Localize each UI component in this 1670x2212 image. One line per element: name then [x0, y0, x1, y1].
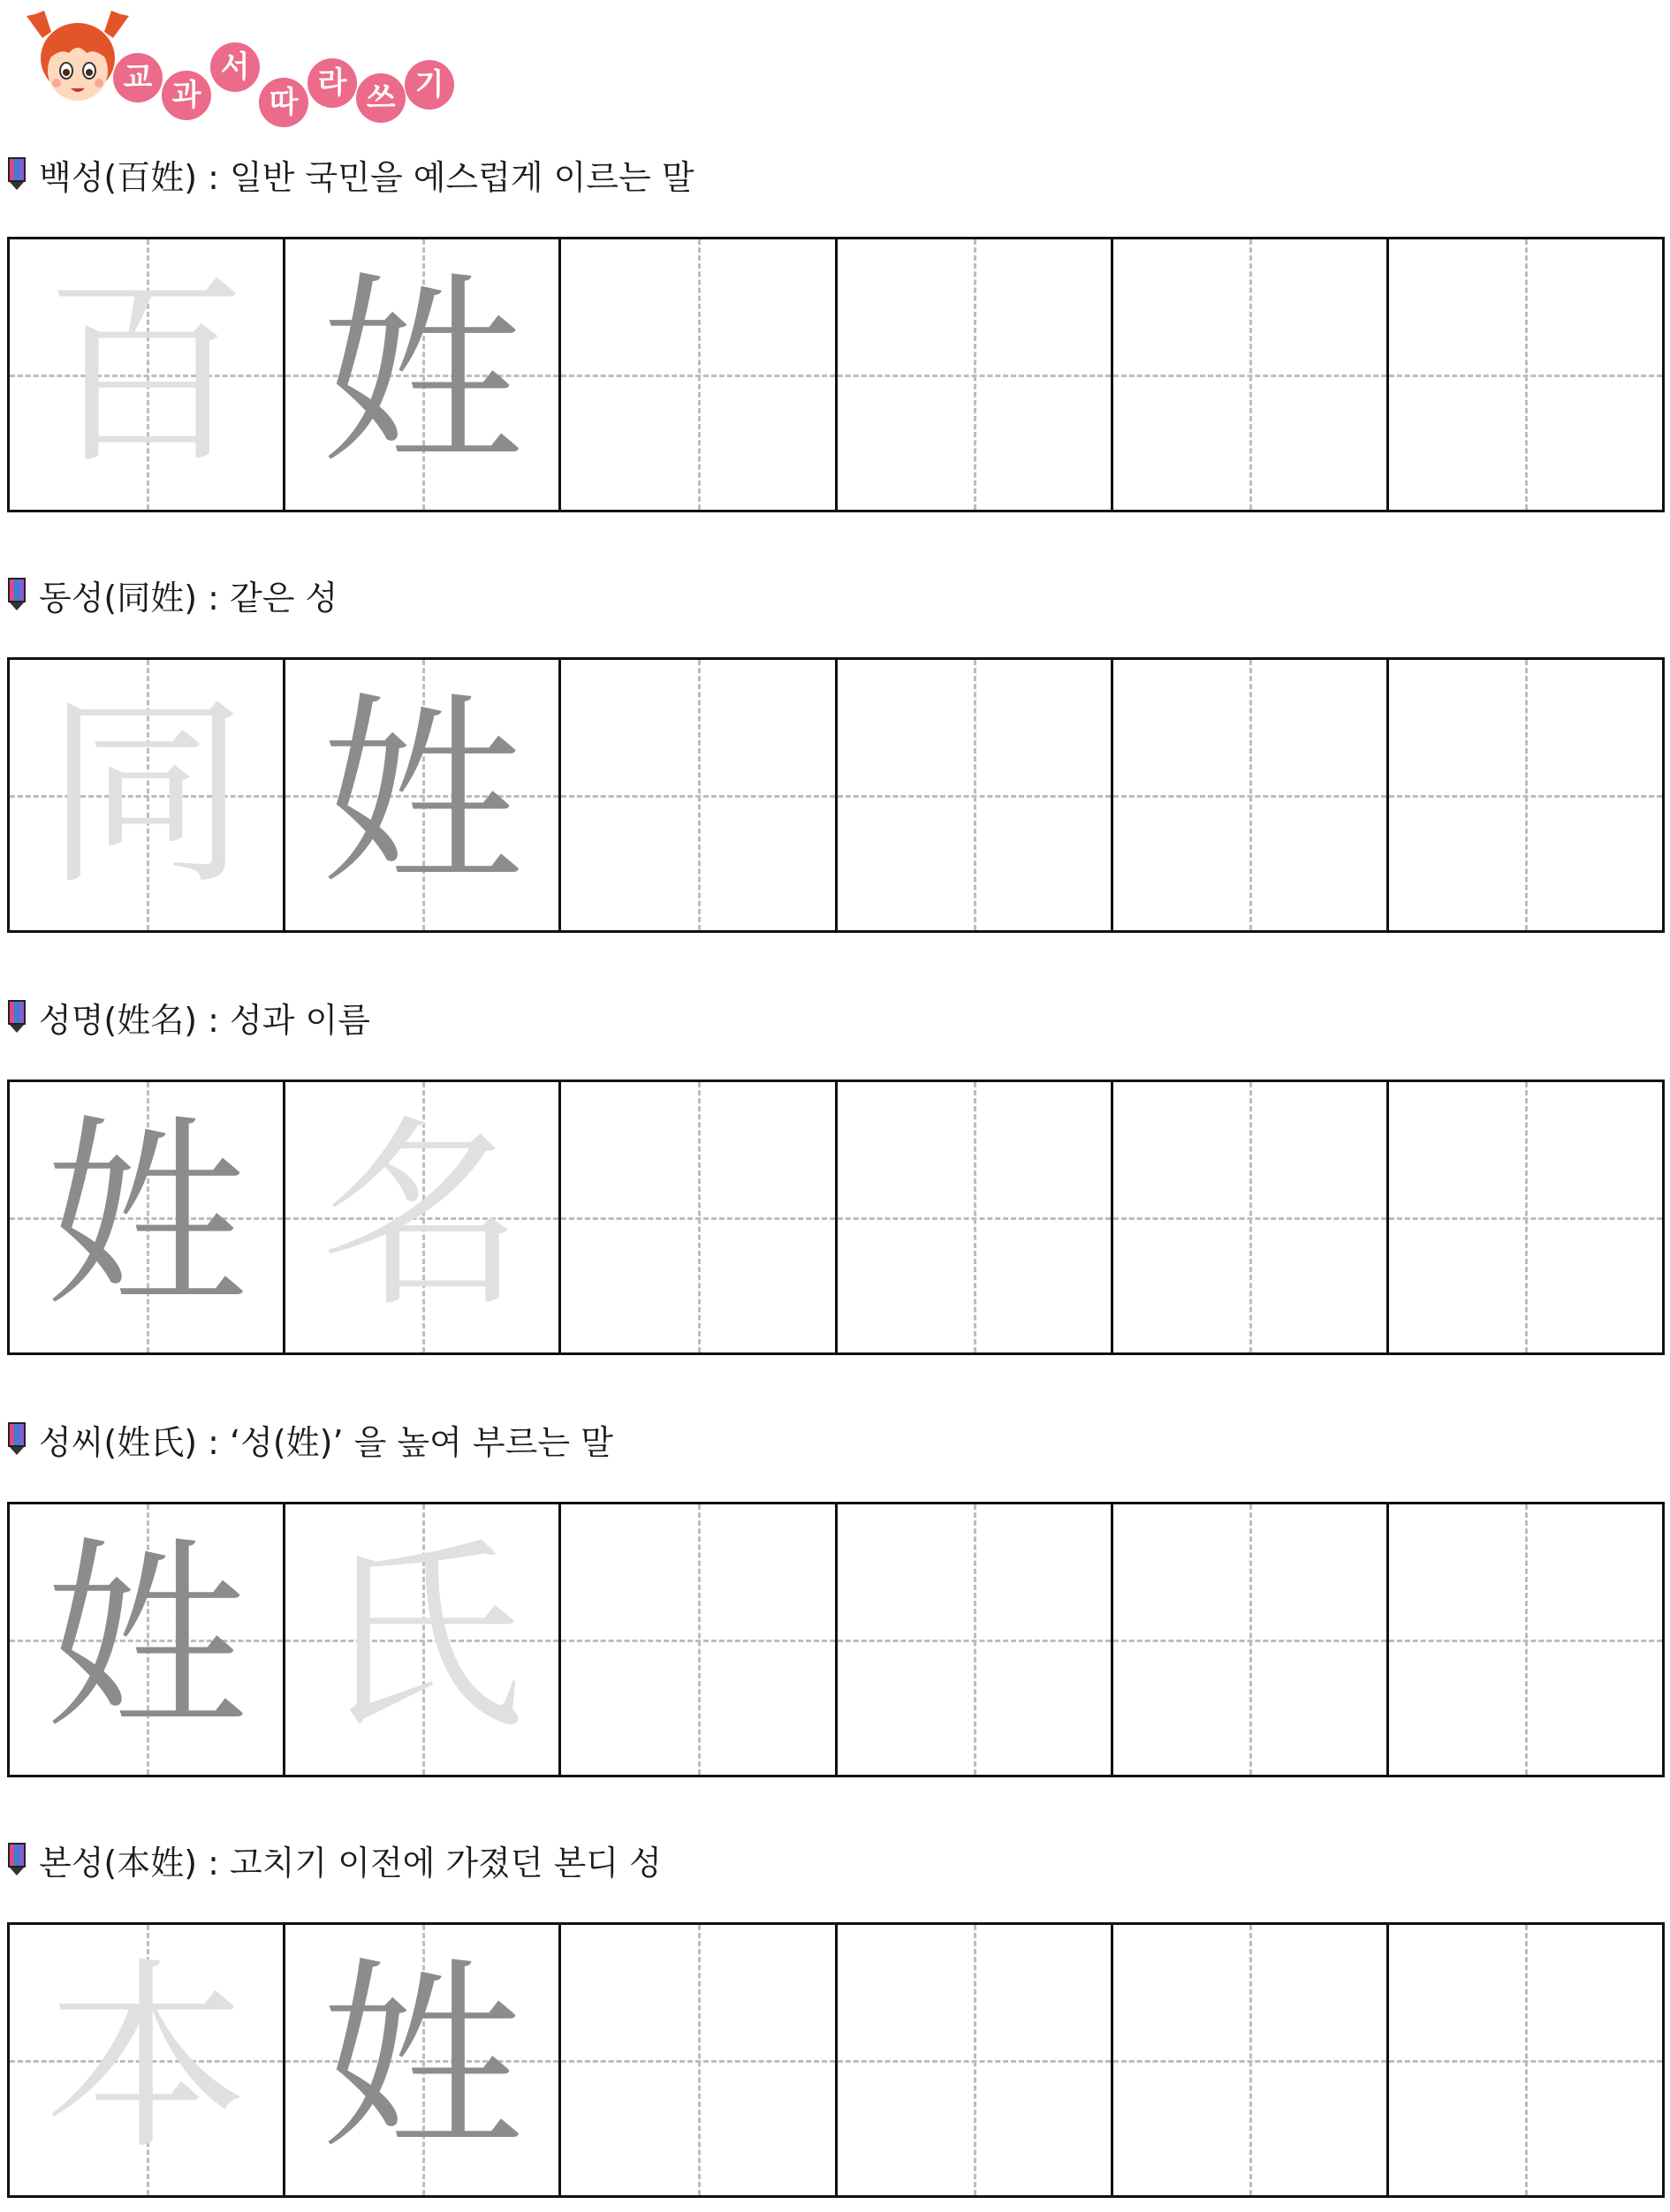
writing-grid	[7, 1502, 1665, 1777]
writing-cell[interactable]	[1113, 239, 1389, 510]
writing-cell[interactable]	[285, 1925, 561, 2195]
trace-character: 本	[44, 1942, 248, 2178]
writing-cell[interactable]	[285, 660, 561, 930]
writing-cell[interactable]	[1113, 660, 1389, 930]
pencil-icon	[7, 577, 27, 612]
guide-line-horizontal	[838, 2060, 1111, 2063]
pencil-icon	[7, 1421, 27, 1457]
guide-line-horizontal	[561, 1217, 834, 1220]
guide-line-horizontal	[1389, 1217, 1662, 1220]
word-definition-text: 성씨(姓氏) : ‘성(姓)’ 을 높여 부르는 말	[39, 1422, 613, 1462]
title-char: 과	[162, 71, 211, 120]
trace-character: 百	[44, 256, 248, 492]
guide-line-horizontal	[561, 375, 834, 377]
guide-line-horizontal	[561, 795, 834, 798]
word-definition	[7, 1417, 613, 1461]
title-char: 교	[113, 53, 163, 102]
guide-line-horizontal	[838, 1640, 1111, 1642]
word-definition	[7, 572, 338, 617]
title-char: 기	[405, 60, 454, 110]
word-definition	[7, 152, 695, 196]
writing-grid	[7, 657, 1665, 933]
practice-section	[0, 1837, 1670, 2200]
writing-cell[interactable]	[10, 1504, 285, 1775]
pencil-icon	[7, 156, 27, 192]
guide-line-horizontal	[1389, 795, 1662, 798]
model-character: 姓	[44, 1099, 248, 1335]
guide-line-horizontal	[838, 375, 1111, 377]
practice-section	[0, 1417, 1670, 1779]
title-char: 쓰	[356, 73, 406, 123]
writing-cell[interactable]	[10, 239, 285, 510]
word-definition-text: 성명(姓名) : 성과 이름	[39, 1000, 370, 1040]
writing-cell[interactable]	[1389, 1925, 1662, 2195]
practice-section	[0, 152, 1670, 514]
writing-cell[interactable]	[838, 1925, 1113, 2195]
guide-line-horizontal	[1113, 795, 1386, 798]
writing-cell[interactable]	[561, 660, 837, 930]
guide-line-horizontal	[1389, 2060, 1662, 2063]
writing-cell[interactable]	[1389, 660, 1662, 930]
trace-character: 同	[44, 677, 248, 913]
writing-cell[interactable]	[10, 1925, 285, 2195]
word-definition-text: 동성(同姓) : 같은 성	[39, 578, 338, 617]
writing-cell[interactable]	[561, 239, 837, 510]
pencil-icon	[7, 999, 27, 1034]
writing-cell[interactable]	[1113, 1925, 1389, 2195]
guide-line-horizontal	[1113, 375, 1386, 377]
writing-cell[interactable]	[1389, 239, 1662, 510]
trace-character: 名	[320, 1099, 524, 1335]
writing-grid	[7, 1922, 1665, 2198]
guide-line-horizontal	[1113, 1640, 1386, 1642]
writing-cell[interactable]	[285, 239, 561, 510]
word-definition	[7, 995, 370, 1039]
writing-cell[interactable]	[561, 1082, 837, 1352]
model-character: 姓	[320, 677, 524, 913]
pencil-icon	[7, 1842, 27, 1877]
writing-cell[interactable]	[838, 660, 1113, 930]
word-definition	[7, 1837, 662, 1882]
writing-cell[interactable]	[561, 1925, 837, 2195]
model-character: 姓	[44, 1521, 248, 1757]
guide-line-horizontal	[1389, 375, 1662, 377]
writing-cell[interactable]	[285, 1082, 561, 1352]
girl-mascot-icon	[25, 7, 131, 117]
model-character: 姓	[320, 256, 524, 492]
trace-character: 氏	[320, 1521, 524, 1757]
writing-cell[interactable]	[285, 1504, 561, 1775]
practice-section	[0, 995, 1670, 1357]
title-char: 따	[259, 78, 308, 127]
guide-line-horizontal	[561, 1640, 834, 1642]
writing-cell[interactable]	[561, 1504, 837, 1775]
writing-cell[interactable]	[10, 660, 285, 930]
practice-section	[0, 572, 1670, 935]
guide-line-horizontal	[838, 795, 1111, 798]
guide-line-horizontal	[1113, 1217, 1386, 1220]
writing-cell[interactable]	[1389, 1082, 1662, 1352]
writing-cell[interactable]	[838, 1504, 1113, 1775]
word-definition-text: 본성(本姓) : 고치기 이전에 가졌던 본디 성	[39, 1843, 662, 1882]
title-char: 서	[210, 42, 260, 92]
word-definition-text: 백성(百姓) : 일반 국민을 예스럽게 이르는 말	[39, 157, 695, 197]
writing-cell[interactable]	[1113, 1504, 1389, 1775]
title-char: 라	[307, 58, 357, 108]
guide-line-horizontal	[1389, 1640, 1662, 1642]
guide-line-horizontal	[838, 1217, 1111, 1220]
writing-cell[interactable]	[838, 1082, 1113, 1352]
writing-cell[interactable]	[1389, 1504, 1662, 1775]
page-header	[25, 7, 484, 122]
writing-grid	[7, 237, 1665, 512]
model-character: 姓	[320, 1942, 524, 2178]
guide-line-horizontal	[561, 2060, 834, 2063]
writing-grid	[7, 1079, 1665, 1355]
guide-line-horizontal	[1113, 2060, 1386, 2063]
writing-cell[interactable]	[10, 1082, 285, 1352]
writing-cell[interactable]	[1113, 1082, 1389, 1352]
writing-cell[interactable]	[838, 239, 1113, 510]
